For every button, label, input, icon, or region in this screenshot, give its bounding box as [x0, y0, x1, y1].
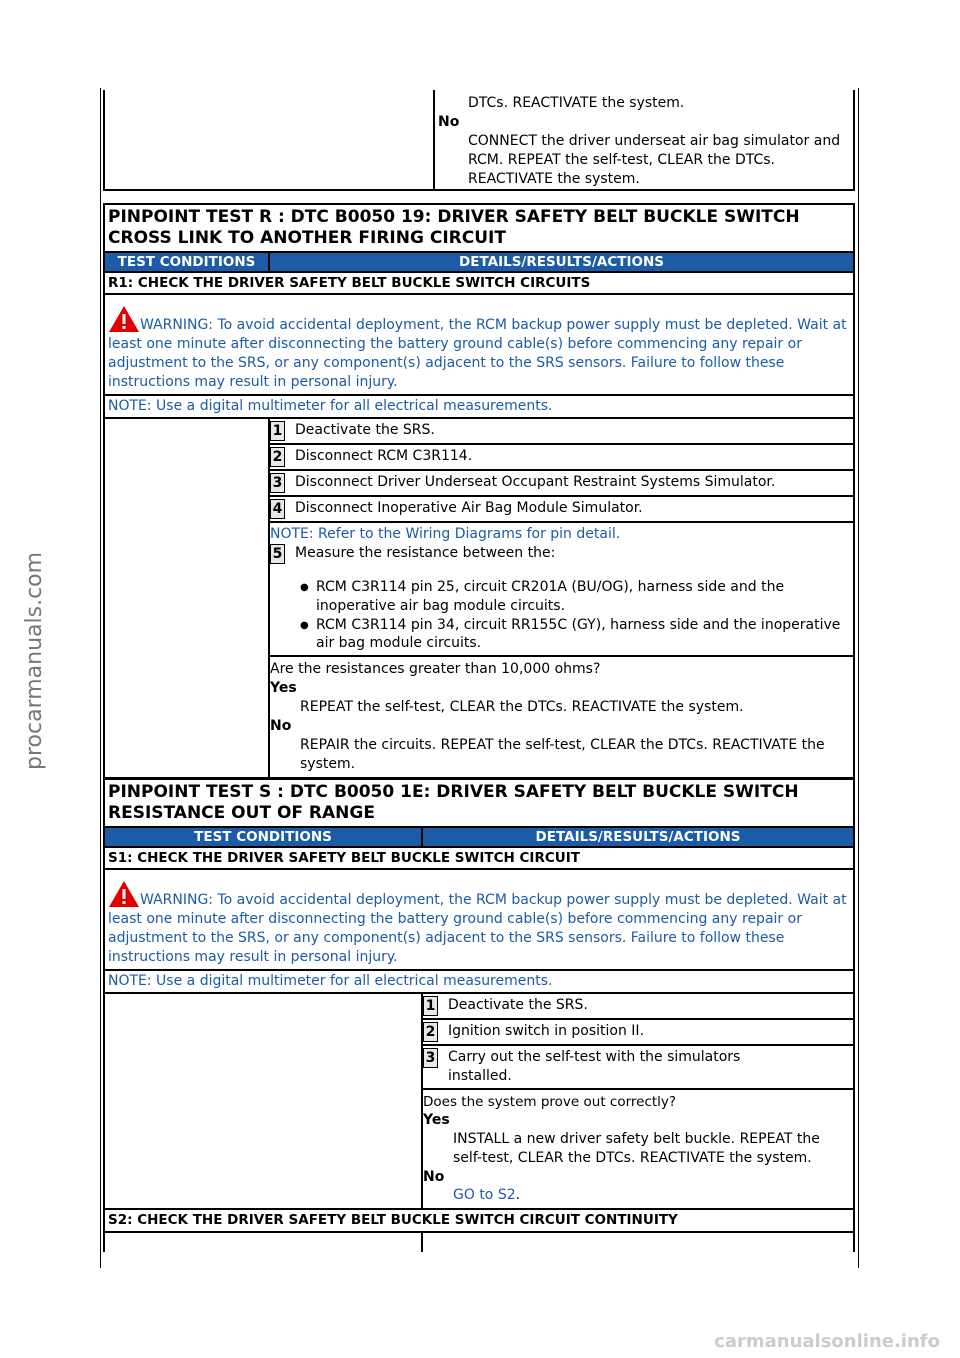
test-s-step2-conditions — [104, 1232, 422, 1252]
test-r-step-row — [270, 419, 853, 445]
test-s-note: NOTE: Use a digital multimeter for all electrical measurements. — [104, 970, 854, 993]
test-r-col-actions: DETAILS/RESULTS/ACTIONS — [269, 252, 854, 272]
step-text: Disconnect Inoperative Air Bag Module Simulator. — [295, 499, 643, 516]
step-text: Carry out the self-test with the simulators installed. — [448, 1048, 741, 1084]
test-s-step-title: S1: CHECK THE DRIVER SAFETY BELT BUCKLE SWITCH CIRCUIT — [104, 847, 854, 869]
no-suffix: . — [515, 1187, 521, 1204]
test-s-step-row — [423, 1020, 853, 1046]
step-number: 2 — [270, 447, 285, 467]
step-text: Ignition switch in position II. — [448, 1022, 645, 1039]
test-s-no-label: No — [423, 1168, 445, 1185]
test-s-title: PINPOINT TEST S : DTC B0050 1E: DRIVER SAFETY BELT BUCKLE SWITCH RESISTANCE OUT OF RANGE — [104, 779, 854, 827]
margin-line-left — [100, 88, 101, 1268]
test-s-col-actions: DETAILS/RESULTS/ACTIONS — [422, 827, 854, 847]
test-s-step2-details — [422, 1232, 854, 1252]
step-number: 1 — [270, 421, 285, 441]
test-s-result-block — [423, 1090, 853, 1209]
test-s-conditions-cell — [104, 993, 422, 1209]
test-r-no-text: REPAIR the circuits. REPEAT the self-test, CLEAR the DTCs. REACTIVATE the system. — [300, 736, 825, 772]
top-no-label: No — [438, 113, 460, 130]
step-number: 3 — [423, 1048, 438, 1068]
pinpoint-test-s — [103, 778, 855, 1252]
footer-watermark: carmanualsonline.info — [714, 1331, 940, 1352]
test-r-title: PINPOINT TEST R : DTC B0050 19: DRIVER SAFETY BELT BUCKLE SWITCH CROSS LINK TO ANOTHER FIRING CIRCUIT — [104, 204, 854, 252]
test-s-step-row — [423, 1046, 853, 1090]
top-no-text: CONNECT the driver underseat air bag simulator and RCM. REPEAT the self-test, CLEAR the DTCs. REACTIVATE the system. — [468, 132, 841, 187]
test-r-conditions-cell — [104, 418, 269, 778]
step-text: Measure the resistance between the: — [295, 544, 556, 561]
test-r-step-row — [270, 497, 853, 523]
margin-line-right — [858, 88, 859, 1268]
test-r-yes-label: Yes — [270, 680, 297, 697]
step-text: Deactivate the SRS. — [295, 421, 435, 438]
test-r-step-row — [270, 471, 853, 497]
test-s-yes-text: INSTALL a new driver safety belt buckle. REPEAT the self-test, CLEAR the DTCs. REACTIVATE the system. — [453, 1130, 820, 1166]
test-s-step2-title: S2: CHECK THE DRIVER SAFETY BELT BUCKLE SWITCH CIRCUIT CONTINUITY — [104, 1209, 854, 1231]
test-s-yes-label: Yes — [423, 1111, 450, 1128]
test-s-warning — [104, 869, 854, 970]
top-continuation-table — [103, 90, 855, 191]
step-text: Disconnect RCM C3R114. — [295, 447, 473, 464]
step-text: Disconnect Driver Underseat Occupant Restraint Systems Simulator. — [295, 473, 776, 490]
test-s-step-row — [423, 994, 853, 1020]
step-number: 1 — [423, 996, 438, 1016]
test-r-bullet-list — [300, 578, 853, 654]
step-number: 4 — [270, 499, 285, 519]
top-conditions-cell — [104, 90, 434, 190]
test-r-question: Are the resistances greater than 10,000 ohms? — [270, 661, 601, 678]
warning-triangle-icon — [108, 305, 140, 333]
test-s-details-cell — [422, 993, 854, 1209]
test-r-details-cell — [269, 418, 854, 778]
test-r-warning-text: WARNING: To avoid accidental deployment, the RCM backup power supply must be depleted. Wait at least one minute after disconnecting the battery ground cable(s) before commencing any repair or adjustment to the SRS, or any component(s) adjacent to the SRS sensors. Failure to follow these instructions may result in personal injury. — [108, 317, 847, 391]
test-r-yes-text: REPEAT the self-test, CLEAR the DTCs. REACTIVATE the system. — [300, 699, 744, 716]
test-r-step-row — [270, 445, 853, 471]
test-r-result-block — [270, 657, 853, 776]
go-to-s2-link[interactable]: GO to S2 — [453, 1187, 516, 1204]
test-r-warning — [104, 294, 854, 395]
test-r-step-title: R1: CHECK THE DRIVER SAFETY BELT BUCKLE SWITCH CIRCUITS — [104, 272, 854, 294]
list-item: ● RCM C3R114 pin 25, circuit CR201A (BU/OG), harness side and the inoperative air bag module circuits. — [300, 578, 853, 616]
top-line1: DTCs. REACTIVATE the system. — [468, 95, 685, 111]
test-s-warning-text: WARNING: To avoid accidental deployment, the RCM backup power supply must be depleted. Wait at least one minute after disconnecting the battery ground cable(s) before commencing any repair or adjustment to the SRS, or any component(s) adjacent to the SRS sensors. Failure to follow these instructions may result in personal injury. — [108, 892, 847, 966]
top-actions-cell — [434, 90, 854, 190]
test-r-col-conditions: TEST CONDITIONS — [104, 252, 269, 272]
test-s-question: Does the system prove out correctly? — [423, 1093, 677, 1110]
step-text: Deactivate the SRS. — [448, 996, 588, 1013]
step-number: 5 — [270, 544, 285, 564]
test-r-note: NOTE: Use a digital multimeter for all electrical measurements. — [104, 395, 854, 418]
test-r-no-label: No — [270, 718, 292, 735]
test-s-col-conditions: TEST CONDITIONS — [104, 827, 422, 847]
pinpoint-test-r — [103, 203, 855, 779]
warning-triangle-icon — [108, 880, 140, 908]
test-r-note2: NOTE: Refer to the Wiring Diagrams for pin detail. — [270, 525, 621, 542]
side-watermark: procarmanuals.com — [22, 551, 47, 770]
step-number: 3 — [270, 473, 285, 493]
page — [103, 0, 855, 1358]
test-r-step5-block — [270, 523, 853, 657]
step-number: 2 — [423, 1022, 438, 1042]
list-item: ● RCM C3R114 pin 34, circuit RR155C (GY), harness side and the inoperative air bag module circuits. — [300, 616, 853, 654]
